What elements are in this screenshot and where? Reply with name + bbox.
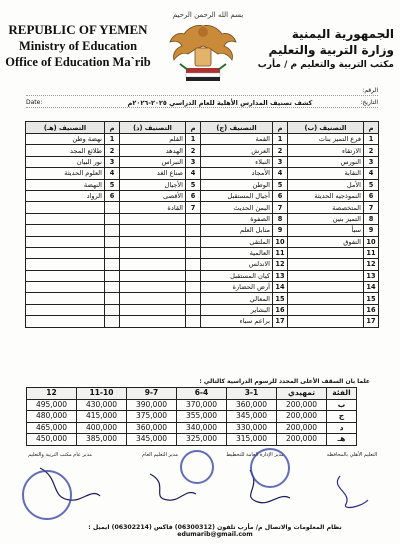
school-name-cell (288, 316, 364, 327)
row-number-cell (105, 304, 120, 315)
table-row (26, 270, 379, 281)
row-number-cell (105, 293, 120, 304)
row-number-cell: 9 (364, 225, 379, 236)
header-cell: م (273, 122, 288, 134)
row-number-cell: 3 (273, 156, 288, 167)
header-office: Office of Education Ma`rib (5, 55, 151, 69)
row-number-cell: 14 (364, 282, 379, 293)
planning-stamp (180, 450, 214, 484)
table-row (26, 179, 379, 190)
header-cell: التصنيف (هـ) (26, 122, 105, 134)
school-name-cell (120, 225, 186, 236)
row-number-cell: 6 (105, 190, 120, 201)
fees-header-cell: تمهيدي (277, 388, 327, 400)
table-row (26, 168, 379, 179)
fees-header-cell: 11-10 (77, 388, 127, 400)
date-label-ar: التاريخ: (360, 99, 378, 106)
school-name-cell (26, 247, 105, 258)
fees-row (27, 411, 357, 423)
basmala: بسم الله الرحمن الرحيم (172, 11, 244, 19)
row-number-cell: 6 (273, 190, 288, 201)
header-cell: التصنيف (ج) (201, 122, 273, 134)
fees-value-cell: 330,000 (227, 422, 277, 434)
school-name-cell: المتخصصة (288, 202, 364, 213)
school-name-cell: الاندلس (201, 259, 273, 270)
row-number-cell: 16 (364, 304, 379, 315)
row-number-cell: 6 (364, 190, 379, 201)
signature-office-director: مدير عام مكتب التربية والتعليم (28, 452, 92, 458)
row-number-cell: 10 (273, 236, 288, 247)
date-label-en: Date: (26, 99, 43, 106)
header-cell: م (364, 122, 379, 134)
fees-value-cell: 370,000 (177, 399, 227, 411)
fees-value-cell: 400,000 (77, 422, 127, 434)
row-number-cell: 2 (105, 145, 120, 156)
fees-value-cell: 415,000 (77, 411, 127, 423)
fees-value-cell: 430,000 (77, 399, 127, 411)
row-number-cell: 11 (273, 247, 288, 258)
fees-header-cell: 6-4 (177, 388, 227, 400)
fees-table-body (27, 399, 357, 445)
school-name-cell (26, 293, 105, 304)
school-name-cell (120, 259, 186, 270)
table-row (26, 134, 379, 145)
fees-value-cell: 200,000 (277, 434, 327, 446)
school-name-cell (288, 293, 364, 304)
row-number-cell (186, 270, 201, 281)
school-name-cell: الهدهد (120, 145, 186, 156)
school-name-cell (26, 270, 105, 281)
school-name-cell (26, 304, 105, 315)
row-number-cell: 7 (186, 202, 201, 213)
school-name-cell: أجيال المستقبل (201, 190, 273, 201)
row-number-cell: 1 (273, 134, 288, 145)
table-row (26, 213, 379, 224)
signature-planning-director: مدير الإدارة العامة للتخطيط (226, 452, 284, 458)
footer-contact: نظام المعلومات والاتصال م/ مأرب تلفون (06300312) فاكس (06302214) ايميل : edumarib@gmail.com (88, 524, 342, 538)
row-number-cell (105, 316, 120, 327)
school-name-cell (120, 304, 186, 315)
school-name-cell (288, 247, 364, 258)
eagle-emblem-icon (166, 20, 240, 86)
school-name-cell (288, 259, 364, 270)
fees-value-cell: 325,000 (177, 434, 227, 446)
table-row (26, 247, 379, 258)
table-row (26, 225, 379, 236)
table-row (26, 145, 379, 156)
row-number-cell: 4 (273, 168, 288, 179)
school-name-cell: العلوم الحديثة (26, 168, 105, 179)
school-name-cell: الصفوة (201, 213, 273, 224)
row-number-cell: 13 (273, 270, 288, 281)
row-number-cell: 7 (364, 202, 379, 213)
school-name-cell (26, 316, 105, 327)
row-number-cell: 5 (186, 179, 201, 190)
fees-note: علما بان السقف الأعلى المحدد للرسوم الدراسية كالتالي : (199, 378, 370, 385)
row-number-cell: 4 (105, 168, 120, 179)
fees-value-cell: 480,000 (27, 411, 77, 423)
row-number-cell: 17 (273, 316, 288, 327)
fees-value-cell: 355,000 (177, 411, 227, 423)
row-number-cell (105, 270, 120, 281)
signature-private-education: التعليم الأهلي بالمحافظة (326, 452, 378, 458)
fees-row (27, 399, 357, 411)
row-number-cell: 12 (364, 259, 379, 270)
school-name-cell: منابل العلم (201, 225, 273, 236)
school-name-cell: الارتقاء (288, 145, 364, 156)
fees-value-cell: 390,000 (127, 399, 177, 411)
fees-value-cell: 200,000 (277, 411, 327, 423)
row-number-cell: 17 (364, 316, 379, 327)
row-number-cell: 15 (273, 293, 288, 304)
school-name-cell (26, 202, 105, 213)
school-name-cell: الملتقى (201, 236, 273, 247)
school-name-cell (26, 236, 105, 247)
fees-value-cell: 200,000 (277, 422, 327, 434)
header-english (4, 22, 152, 70)
school-name-cell (120, 213, 186, 224)
fees-row (27, 422, 357, 434)
school-name-cell: التفوق (288, 236, 364, 247)
row-number-cell (186, 293, 201, 304)
school-name-cell: النبراس (120, 156, 186, 167)
fees-value-cell: 450,000 (27, 434, 77, 446)
classification-table-body (26, 134, 379, 328)
row-number-cell: 15 (364, 293, 379, 304)
fees-category-cell: هـ (327, 434, 357, 446)
table-row (26, 293, 379, 304)
fees-category-cell: ب (327, 399, 357, 411)
table-header-row (26, 122, 379, 134)
fees-value-cell: 375,000 (127, 411, 177, 423)
table-row (26, 316, 379, 327)
row-number-cell (186, 259, 201, 270)
school-name-cell: المعالي (201, 293, 273, 304)
row-number-cell (105, 282, 120, 293)
row-number-cell: 16 (273, 304, 288, 315)
school-name-cell: كيان المستقبل (201, 270, 273, 281)
school-name-cell: الأقصى (120, 190, 186, 201)
school-name-cell (26, 225, 105, 236)
fees-row (27, 434, 357, 446)
row-number-cell: 1 (105, 134, 120, 145)
school-name-cell: النهضة (26, 179, 105, 190)
row-number-cell: 14 (273, 282, 288, 293)
row-number-cell: 8 (273, 213, 288, 224)
school-name-cell (26, 282, 105, 293)
fees-value-cell: 315,000 (227, 434, 277, 446)
fees-value-cell: 465,000 (27, 422, 77, 434)
fees-value-cell: 200,000 (277, 399, 327, 411)
fees-value-cell: 360,000 (227, 399, 277, 411)
school-name-cell (26, 259, 105, 270)
school-name-cell (288, 270, 364, 281)
row-number-cell: 3 (105, 156, 120, 167)
row-number-cell: 8 (364, 213, 379, 224)
row-number-cell (186, 247, 201, 258)
school-name-cell (288, 282, 364, 293)
row-number-cell: 1 (186, 134, 201, 145)
fees-header-row (27, 388, 357, 400)
header-cell: التصنيف (ب) (288, 122, 364, 134)
table-row (26, 202, 379, 213)
fees-value-cell: 360,000 (127, 422, 177, 434)
header-office-ar: مكتب التربية والتعليم م / مأرب (257, 60, 394, 70)
row-number-cell: 9 (273, 225, 288, 236)
school-name-cell: البشاير (201, 304, 273, 315)
row-number-cell (186, 236, 201, 247)
school-name-cell: العرش (201, 145, 273, 156)
reference-line (26, 85, 378, 96)
table-row (26, 282, 379, 293)
row-number-cell (186, 282, 201, 293)
row-number-cell (105, 247, 120, 258)
table-row (26, 259, 379, 270)
table-row (26, 156, 379, 167)
fees-value-cell: 385,000 (77, 434, 127, 446)
school-name-cell: النقابة (288, 168, 364, 179)
fees-value-cell: 345,000 (127, 434, 177, 446)
school-name-cell: الأمجاد (201, 168, 273, 179)
row-number-cell (186, 304, 201, 315)
row-number-cell: 2 (273, 145, 288, 156)
row-number-cell (105, 236, 120, 247)
fees-category-cell: ج (327, 411, 357, 423)
school-name-cell: العالمية (201, 247, 273, 258)
classification-table (25, 121, 379, 328)
row-number-cell (105, 213, 120, 224)
fees-value-cell: 495,000 (27, 399, 77, 411)
school-name-cell (120, 293, 186, 304)
department-stamp (250, 448, 290, 488)
row-number-cell: 3 (186, 156, 201, 167)
school-name-cell: النبلاء (201, 156, 273, 167)
school-name-cell: سبأ (288, 225, 364, 236)
reference-label: الرقم: (362, 87, 378, 94)
header-ministry: Ministry of Education (18, 39, 138, 53)
fees-header-cell: 9-7 (127, 388, 177, 400)
school-name-cell: اليمن الحديث (201, 202, 273, 213)
office-stamp (22, 470, 72, 520)
row-number-cell (105, 225, 120, 236)
row-number-cell: 5 (364, 179, 379, 190)
school-name-cell: نهضة وطن (26, 134, 105, 145)
header-country-ar: الجمهورية اليمنية (291, 27, 394, 41)
school-name-cell: طلائع المجد (26, 145, 105, 156)
row-number-cell (105, 259, 120, 270)
row-number-cell: 11 (364, 247, 379, 258)
row-number-cell (186, 225, 201, 236)
fees-value-cell: 345,000 (227, 411, 277, 423)
school-name-cell: التميز بنين (288, 213, 364, 224)
row-number-cell: 7 (273, 202, 288, 213)
school-name-cell: براعم سباء (201, 316, 273, 327)
fees-header-cell: 12 (27, 388, 77, 400)
header-cell: م (105, 122, 120, 134)
fees-header-cell: 3-1 (227, 388, 277, 400)
table-row (26, 190, 379, 201)
row-number-cell: 10 (364, 236, 379, 247)
header-ministry-ar: وزارة التربية والتعليم (268, 43, 394, 57)
school-name-cell: الأمل (288, 179, 364, 190)
table-row (26, 304, 379, 315)
school-name-cell: القمة (201, 134, 273, 145)
header-cell: م (186, 122, 201, 134)
row-number-cell: 6 (186, 190, 201, 201)
school-name-cell: الأجيال (120, 179, 186, 190)
school-name-cell: النموذجيه الحديثة (288, 190, 364, 201)
row-number-cell: 5 (273, 179, 288, 190)
table-row (26, 236, 379, 247)
header-country: REPUBLIC OF YEMEN (8, 22, 148, 37)
school-name-cell (120, 316, 186, 327)
row-number-cell: 1 (364, 134, 379, 145)
fees-category-cell: د (327, 422, 357, 434)
school-name-cell (120, 236, 186, 247)
school-name-cell: فرع التميز بنات (288, 134, 364, 145)
school-name-cell: النورس (288, 156, 364, 167)
header-arabic (244, 26, 394, 72)
school-name-cell (288, 304, 364, 315)
row-number-cell (186, 213, 201, 224)
school-name-cell: صناع الغد (120, 168, 186, 179)
fees-value-cell: 340,000 (177, 422, 227, 434)
school-name-cell (120, 282, 186, 293)
school-name-cell: القادة (120, 202, 186, 213)
header-cell: التصنيف (د) (120, 122, 186, 134)
row-number-cell: 4 (186, 168, 201, 179)
document-title: كشف تصنيف المدارس الأهلية للعام الدراسي ٢٠٢٥-٢٠٢٦م (127, 99, 313, 107)
school-name-cell: نور البيان (26, 156, 105, 167)
row-number-cell: 3 (364, 156, 379, 167)
school-name-cell: الوطن (201, 179, 273, 190)
row-number-cell (186, 316, 201, 327)
school-name-cell (120, 247, 186, 258)
row-number-cell: 12 (273, 259, 288, 270)
row-number-cell: 13 (364, 270, 379, 281)
row-number-cell (105, 202, 120, 213)
row-number-cell: 5 (105, 179, 120, 190)
row-number-cell: 2 (364, 145, 379, 156)
fees-header-cell: الفئة (327, 388, 357, 400)
row-number-cell: 2 (186, 145, 201, 156)
school-name-cell (26, 213, 105, 224)
signature-general-education: مدير التعليم العام (142, 452, 178, 458)
school-name-cell (120, 270, 186, 281)
school-name-cell: الرواد (26, 190, 105, 201)
school-name-cell: أرض الحضارة (201, 282, 273, 293)
fees-table (26, 387, 357, 446)
row-number-cell: 4 (364, 168, 379, 179)
school-name-cell: القلم (120, 134, 186, 145)
